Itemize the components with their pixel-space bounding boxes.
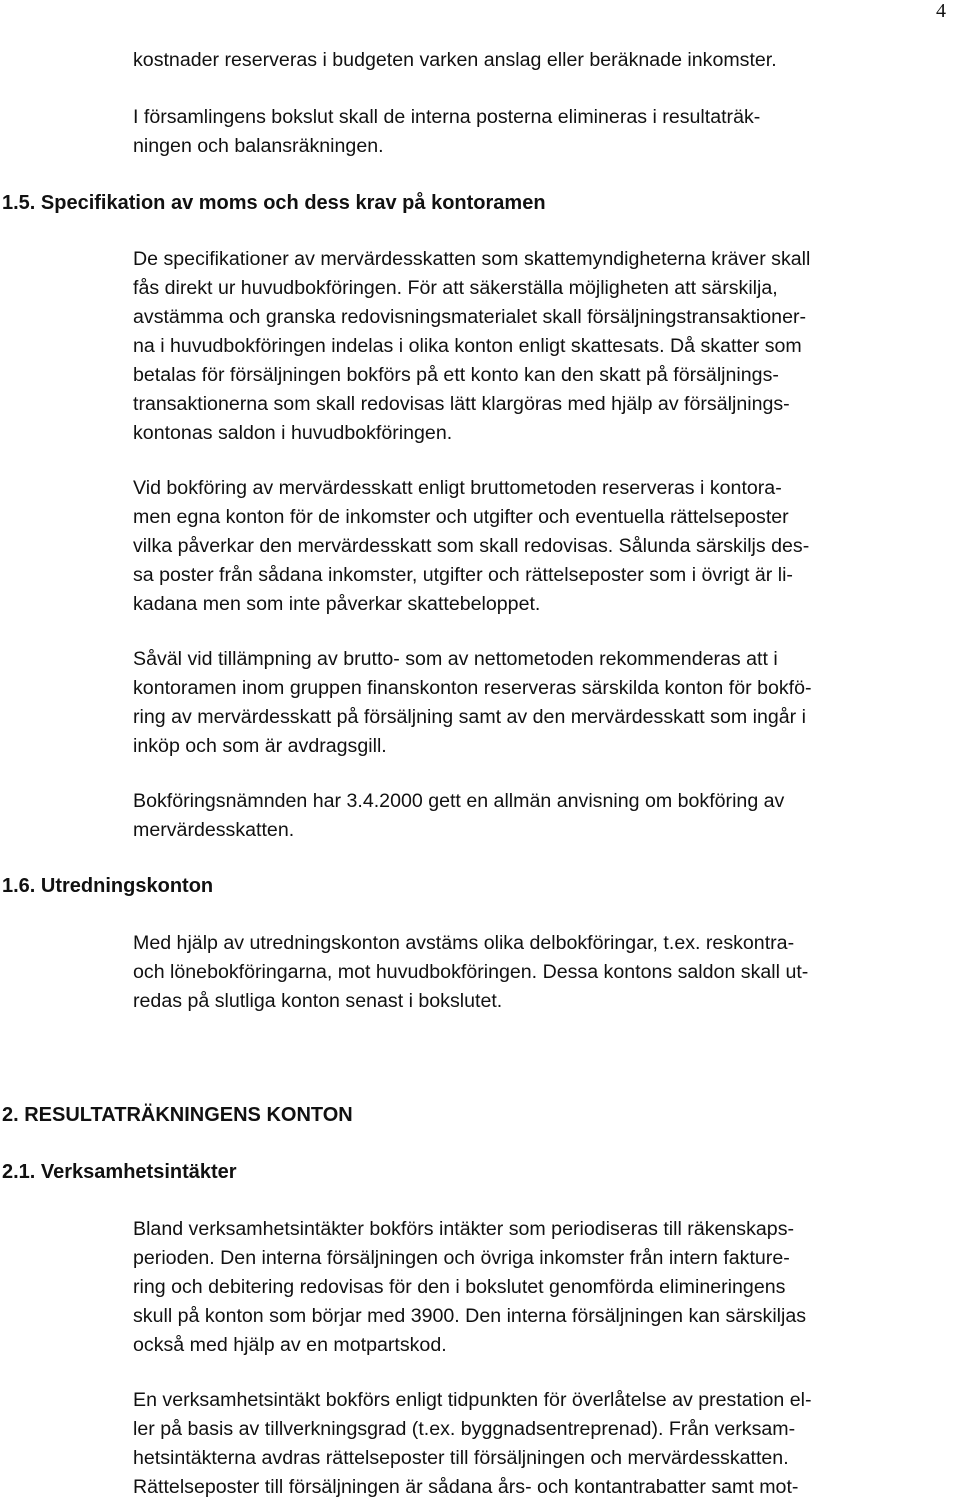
text-line: avstämma och granska redovisningsmaterialet skall försäljningstransaktioner- xyxy=(133,306,807,328)
text-line: kontoramen inom gruppen finanskonton reserveras särskilda konton för bokfö- xyxy=(133,677,812,699)
paragraph-vat-specification xyxy=(133,245,953,448)
text-line: Vid bokföring av mervärdesskatt enligt bruttometoden reserveras i kontora- xyxy=(133,477,782,499)
paragraph-elimination xyxy=(133,103,953,161)
text-line: kadana men som inte påverkar skattebeloppet. xyxy=(133,593,541,615)
page-number: 4 xyxy=(936,0,946,22)
text-line: ler på basis av tillverkningsgrad (t.ex. byggnadsentreprenad). Från verksam- xyxy=(133,1418,796,1440)
section-heading-2-1: 2.1. Verksamhetsintäkter xyxy=(2,1161,237,1183)
text-line: kostnader reserveras i budgeten varken anslag eller beräknade inkomster. xyxy=(133,49,777,71)
paragraph-intakt-tidpunkt xyxy=(133,1386,953,1502)
text-line: sa poster från sådana inkomster, utgifter och rättelseposter som i övrigt är li- xyxy=(133,564,793,586)
paragraph-budget-costs xyxy=(133,46,953,75)
paragraph-gross-method xyxy=(133,474,953,619)
text-line: na i huvudbokföringen indelas i olika konton enligt skattesats. Då skatter som xyxy=(133,335,802,357)
text-line: mervärdesskatten. xyxy=(133,819,295,841)
paragraph-verksamhetsintakter xyxy=(133,1215,953,1360)
text-line: Bland verksamhetsintäkter bokförs intäkter som periodiseras till räkenskaps- xyxy=(133,1218,795,1240)
text-line: och lönebokföringarna, mot huvudbokföringen. Dessa kontons saldon skall ut- xyxy=(133,961,809,983)
text-line: hetsintäkterna avdras rättelseposter till försäljningen och mervärdesskatten. xyxy=(133,1447,789,1469)
text-line: ring av mervärdesskatt på försäljning samt av den mervärdesskatt som ingår i xyxy=(133,706,806,728)
text-line: vilka påverkar den mervärdesskatt som skall redovisas. Sålunda särskiljs des- xyxy=(133,535,810,557)
text-line: perioden. Den interna försäljningen och övriga inkomster från intern fakture- xyxy=(133,1247,790,1269)
text-line: Såväl vid tillämpning av brutto- som av nettometoden rekommenderas att i xyxy=(133,648,778,670)
text-line: men egna konton för de inkomster och utgifter och eventuella rättelseposter xyxy=(133,506,789,528)
paragraph-bokforingsnamnden xyxy=(133,787,953,845)
text-line: Rättelseposter till försäljningen är sådana års- och kontantrabatter samt mot- xyxy=(133,1476,799,1498)
text-line: transaktionerna som skall redovisas lätt klargöras med hjälp av försäljnings- xyxy=(133,393,790,415)
text-line: En verksamhetsintäkt bokförs enligt tidpunkten för överlåtelse av prestation el- xyxy=(133,1389,812,1411)
text-line: skull på konton som börjar med 3900. Den interna försäljningen kan särskiljas xyxy=(133,1305,807,1327)
text-line: Bokföringsnämnden har 3.4.2000 gett en allmän anvisning om bokföring av xyxy=(133,790,785,812)
text-line: redas på slutliga konton senast i bokslutet. xyxy=(133,990,503,1012)
paragraph-net-method xyxy=(133,645,953,761)
paragraph-utredningskonton xyxy=(133,929,953,1016)
section-heading-1-5: 1.5. Specifikation av moms och dess krav på kontoramen xyxy=(2,192,546,214)
text-line: kontonas saldon i huvudbokföringen. xyxy=(133,422,453,444)
text-line: inköp och som är avdragsgill. xyxy=(133,735,387,757)
text-line: betalas för försäljningen bokförs på ett konto kan den skatt på försäljnings- xyxy=(133,364,779,386)
section-heading-1-6: 1.6. Utredningskonton xyxy=(2,875,214,897)
text-line: ningen och balansräkningen. xyxy=(133,135,384,157)
text-line: I församlingens bokslut skall de interna posterna elimineras i resultaträk- xyxy=(133,106,761,128)
text-line: De specifikationer av mervärdesskatten som skattemyndigheterna kräver skall xyxy=(133,248,811,270)
chapter-heading-2: 2. RESULTATRÄKNINGENS KONTON xyxy=(2,1104,353,1126)
text-line: fås direkt ur huvudbokföringen. För att säkerställa möjligheten att särskilja, xyxy=(133,277,778,299)
text-line: Med hjälp av utredningskonton avstäms olika delbokföringar, t.ex. reskontra- xyxy=(133,932,795,954)
text-line: också med hjälp av en motpartskod. xyxy=(133,1334,447,1356)
text-line: ring och debitering redovisas för den i bokslutet genomförda elimineringens xyxy=(133,1276,786,1298)
